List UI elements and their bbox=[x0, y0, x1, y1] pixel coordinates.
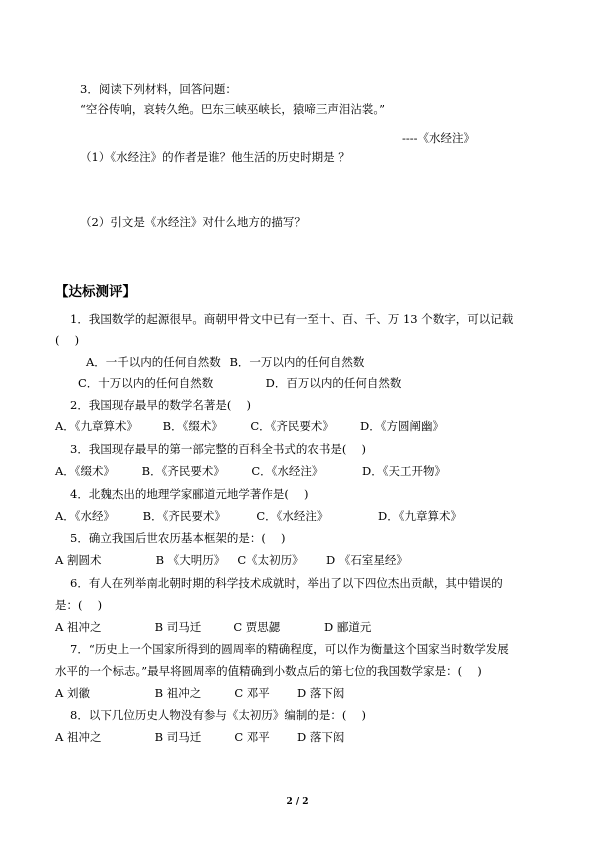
option-b: B 司马迁 bbox=[154, 620, 202, 634]
question-8-options bbox=[55, 730, 344, 744]
question-4-stem: 4．北魏杰出的地理学家郦道元地学著作是( ) bbox=[70, 487, 309, 501]
question-7-stem-cont: 水平的一个标志。”最早将圆周率的值精确到小数点后的第七位的我国数学家是：( ) bbox=[55, 664, 482, 678]
option-d: D 落下闳 bbox=[296, 686, 345, 700]
question-2-options bbox=[55, 419, 444, 433]
question-7-options bbox=[55, 686, 344, 700]
option-d: D．百万以内的任何自然数 bbox=[265, 376, 402, 390]
question-1-stem-cont: ( ) bbox=[55, 333, 80, 347]
option-c: C 邓平 bbox=[234, 686, 270, 700]
option-d: D．《天工开物》 bbox=[361, 464, 446, 478]
page-number: 2 / 2 bbox=[286, 797, 309, 807]
section-title: 【达标测评】 bbox=[55, 284, 136, 300]
option-a: A．《水经》 bbox=[55, 509, 116, 523]
option-c: C．《水经注》 bbox=[256, 509, 329, 523]
option-a: A．《九章算术》 bbox=[55, 419, 139, 433]
option-a: A 祖冲之 bbox=[55, 620, 102, 634]
question-6-stem: 6．有人在列举南北朝时期的科学技术成就时，举出了以下四位杰出贡献，其中错误的 bbox=[70, 576, 503, 590]
option-b: B．一万以内的任何自然数 bbox=[229, 355, 365, 369]
option-d: D 落下闳 bbox=[296, 730, 345, 744]
question-6-stem-cont: 是：( ) bbox=[55, 598, 103, 612]
option-d: D 《石室星经》 bbox=[325, 553, 408, 567]
option-a: A 祖冲之 bbox=[55, 730, 102, 744]
option-b: B 祖冲之 bbox=[154, 686, 202, 700]
reading-question-label: 3．阅读下列材料，回答问题： bbox=[80, 82, 237, 96]
option-b: B 《大明历》 bbox=[155, 553, 226, 567]
reading-subquestion-1: （1）《水经注》的作者是谁？他生活的历史时期是 ？ bbox=[80, 150, 350, 164]
question-5-stem: 5．确立我国后世农历基本框架的是：( ) bbox=[70, 531, 286, 545]
question-7-stem: 7．“历史上一个国家所得到的圆周率的精确程度，可以作为衡量这个国家当时数学发展 bbox=[70, 642, 509, 656]
question-2-stem: 2．我国现存最早的数学名著是( ) bbox=[70, 398, 251, 412]
option-b: B 司马迁 bbox=[154, 730, 202, 744]
option-d: D 郦道元 bbox=[323, 620, 372, 634]
question-5-options bbox=[55, 553, 408, 567]
option-b: B．《缀术》 bbox=[162, 419, 223, 433]
question-8-stem: 8．以下几位历史人物没有参与《太初历》编制的是：( ) bbox=[70, 708, 366, 722]
option-d: D．《方圆阐幽》 bbox=[359, 419, 444, 433]
option-d: D．《九章算术》 bbox=[377, 509, 462, 523]
option-c: C．十万以内的任何自然数 bbox=[78, 376, 214, 390]
reading-subquestion-2: （2）引文是《水经注》对什么地方的描写？ bbox=[80, 215, 306, 229]
question-4-options bbox=[55, 509, 462, 523]
option-c: C 邓平 bbox=[234, 730, 270, 744]
reading-attribution: ----《水经注》 bbox=[402, 131, 476, 145]
option-a: A．《缀术》 bbox=[55, 464, 116, 478]
option-c: C．《齐民要术》 bbox=[250, 419, 334, 433]
option-a: A 刘徽 bbox=[55, 686, 90, 700]
question-1-stem: 1．我国数学的起源很早。商朝甲骨文中已有一至十、百、千、万 13 个数字，可以记载 bbox=[70, 312, 514, 326]
question-3-options bbox=[55, 464, 446, 478]
reading-quote: “空谷传响，哀转久绝。巴东三峡巫峡长，猿啼三声泪沾裳。” bbox=[80, 102, 386, 116]
option-c: C．《水经注》 bbox=[251, 464, 324, 478]
option-c: C《太初历》 bbox=[237, 553, 304, 567]
option-a: A 割圆术 bbox=[55, 553, 102, 567]
question-3-stem: 3．我国现存最早的第一部完整的百科全书式的农书是( ) bbox=[70, 442, 366, 456]
question-6-options bbox=[55, 620, 371, 634]
option-a: A．一千以内的任何自然数 bbox=[86, 355, 221, 369]
question-1-options-row1 bbox=[86, 355, 364, 369]
option-b: B．《齐民要术》 bbox=[141, 464, 225, 478]
option-c: C 贾思勰 bbox=[233, 620, 281, 634]
option-b: B．《齐民要术》 bbox=[142, 509, 226, 523]
question-1-options-row2 bbox=[78, 376, 401, 390]
